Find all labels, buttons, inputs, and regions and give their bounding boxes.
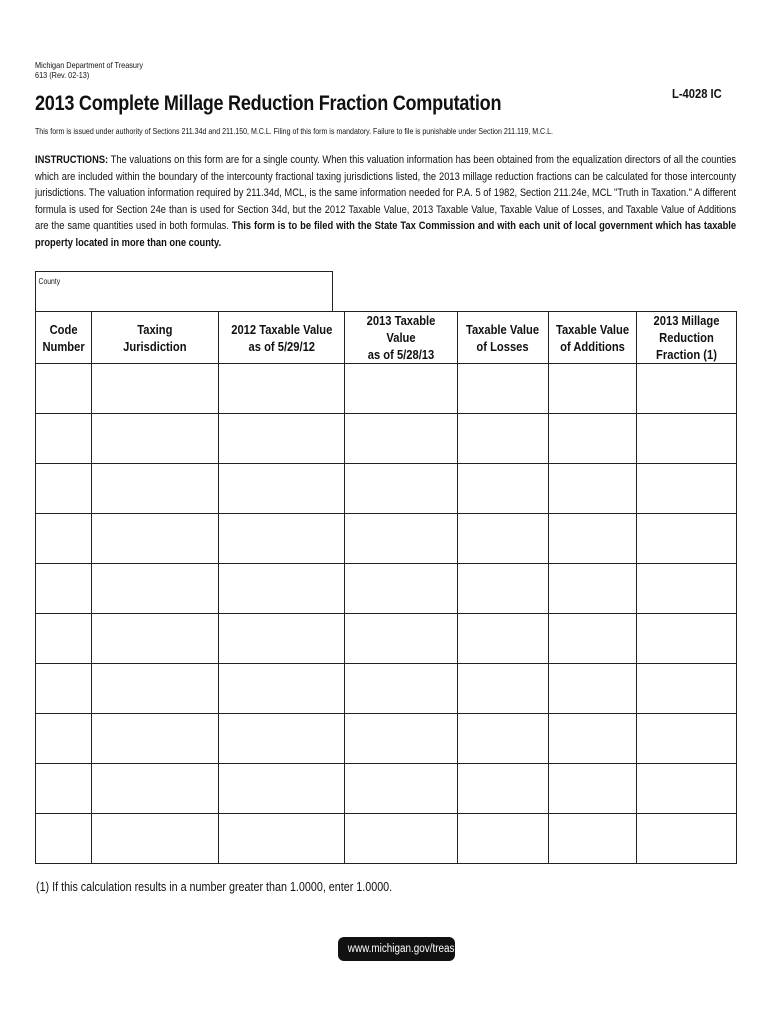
- table-row: [36, 614, 737, 664]
- 2012-taxable-value-cell[interactable]: [219, 714, 345, 764]
- code-number-cell[interactable]: [36, 664, 92, 714]
- code-number-cell[interactable]: [36, 464, 92, 514]
- column-header-millage-reduction-fraction: 2013 Millage Reduction Fraction (1): [637, 312, 737, 364]
- column-header-taxing-jurisdiction: Taxing Jurisdiction: [92, 312, 219, 364]
- taxable-value-additions-cell[interactable]: [549, 464, 637, 514]
- taxable-value-additions-cell[interactable]: [549, 364, 637, 414]
- column-header-2013-taxable-value: 2013 Taxable Value as of 5/28/13: [345, 312, 458, 364]
- 2012-taxable-value-cell[interactable]: [219, 814, 345, 864]
- taxable-value-additions-cell[interactable]: [549, 414, 637, 464]
- millage-reduction-fraction-cell[interactable]: [637, 364, 737, 414]
- taxing-jurisdiction-cell[interactable]: [92, 564, 219, 614]
- 2013-taxable-value-cell[interactable]: [345, 764, 458, 814]
- 2012-taxable-value-cell[interactable]: [219, 514, 345, 564]
- 2013-taxable-value-cell[interactable]: [345, 814, 458, 864]
- 2012-taxable-value-cell[interactable]: [219, 764, 345, 814]
- footnote: (1) If this calculation results in a number greater than 1.0000, enter 1.0000.: [36, 880, 393, 894]
- code-number-cell[interactable]: [36, 614, 92, 664]
- table-row: [36, 414, 737, 464]
- code-number-cell[interactable]: [36, 514, 92, 564]
- code-number-cell[interactable]: [36, 364, 92, 414]
- instructions-label: INSTRUCTIONS:: [35, 154, 109, 166]
- 2012-taxable-value-cell[interactable]: [219, 464, 345, 514]
- 2013-taxable-value-cell[interactable]: [345, 414, 458, 464]
- table-header-row: [36, 312, 737, 364]
- 2013-taxable-value-cell[interactable]: [345, 714, 458, 764]
- taxable-value-additions-cell[interactable]: [549, 514, 637, 564]
- form-revision: 613 (Rev. 02-13): [35, 70, 90, 80]
- taxing-jurisdiction-cell[interactable]: [92, 364, 219, 414]
- agency-name: Michigan Department of Treasury: [35, 60, 144, 70]
- 2013-taxable-value-cell[interactable]: [345, 614, 458, 664]
- instructions-body: The valuations on this form are for a single county. When this valuation information has been obtained from the equalization directors of all the counties which are included within the boundary of the intercounty fractional taxing jurisdictions listed, the 2013 millage reduction fractions can be calculated for those intercounty jurisdictions. The valuation information required by 211.34d, MCL, is the same information needed for P.A. 5 of 1982, Section 211.24e, MCL "Truth in Taxation." A different formula is used for Section 24e than is used for Section 34d, but the 2012 Taxable Value, 2013 Taxable Value, Taxable Value of Losses, and Taxable Value of Additions are the same quantities used in both formulas.: [35, 154, 737, 232]
- millage-reduction-fraction-cell[interactable]: [637, 564, 737, 614]
- 2013-taxable-value-cell[interactable]: [345, 514, 458, 564]
- website-url: www.michigan.gov/treasury: [347, 943, 469, 955]
- millage-reduction-fraction-cell[interactable]: [637, 664, 737, 714]
- table-row: [36, 514, 737, 564]
- taxable-value-additions-cell[interactable]: [549, 814, 637, 864]
- taxing-jurisdiction-cell[interactable]: [92, 764, 219, 814]
- column-header-taxable-value-losses: Taxable Value of Losses: [458, 312, 549, 364]
- millage-reduction-fraction-cell[interactable]: [637, 714, 737, 764]
- taxable-value-additions-cell[interactable]: [549, 564, 637, 614]
- taxable-value-losses-cell[interactable]: [458, 514, 549, 564]
- valuation-table: [35, 311, 737, 864]
- instructions-paragraph: [35, 152, 736, 251]
- millage-reduction-fraction-cell[interactable]: [637, 514, 737, 564]
- taxable-value-losses-cell[interactable]: [458, 814, 549, 864]
- table-row: [36, 464, 737, 514]
- taxable-value-losses-cell[interactable]: [458, 764, 549, 814]
- code-number-cell[interactable]: [36, 414, 92, 464]
- millage-reduction-fraction-cell[interactable]: [637, 414, 737, 464]
- millage-reduction-fraction-cell[interactable]: [637, 464, 737, 514]
- taxable-value-losses-cell[interactable]: [458, 614, 549, 664]
- taxable-value-additions-cell[interactable]: [549, 764, 637, 814]
- table-row: [36, 714, 737, 764]
- table-row: [36, 364, 737, 414]
- taxing-jurisdiction-cell[interactable]: [92, 664, 219, 714]
- 2013-taxable-value-cell[interactable]: [345, 664, 458, 714]
- millage-reduction-fraction-cell[interactable]: [637, 614, 737, 664]
- table-row: [36, 664, 737, 714]
- 2013-taxable-value-cell[interactable]: [345, 364, 458, 414]
- website-link[interactable]: [338, 937, 469, 961]
- taxing-jurisdiction-cell[interactable]: [92, 714, 219, 764]
- page-title: 2013 Complete Millage Reduction Fraction Computation: [35, 92, 502, 115]
- table-row: [36, 564, 737, 614]
- taxable-value-losses-cell[interactable]: [458, 714, 549, 764]
- table-row: [36, 764, 737, 814]
- 2012-taxable-value-cell[interactable]: [219, 414, 345, 464]
- taxable-value-losses-cell[interactable]: [458, 464, 549, 514]
- taxing-jurisdiction-cell[interactable]: [92, 414, 219, 464]
- column-header-taxable-value-additions: Taxable Value of Additions: [549, 312, 637, 364]
- instructions-emphasis: This form is to be filed with the State Tax Commission and with each unit of local government which has taxable property located in more than one county.: [35, 220, 737, 249]
- taxing-jurisdiction-cell[interactable]: [92, 614, 219, 664]
- taxable-value-losses-cell[interactable]: [458, 364, 549, 414]
- code-number-cell[interactable]: [36, 764, 92, 814]
- taxable-value-losses-cell[interactable]: [458, 564, 549, 614]
- column-header-2012-taxable-value: 2012 Taxable Value as of 5/29/12: [219, 312, 345, 364]
- taxing-jurisdiction-cell[interactable]: [92, 464, 219, 514]
- millage-reduction-fraction-cell[interactable]: [637, 814, 737, 864]
- taxing-jurisdiction-cell[interactable]: [92, 814, 219, 864]
- table-row: [36, 814, 737, 864]
- code-number-cell[interactable]: [36, 714, 92, 764]
- column-header-code-number: Code Number: [36, 312, 92, 364]
- taxable-value-losses-cell[interactable]: [458, 664, 549, 714]
- 2012-taxable-value-cell[interactable]: [219, 664, 345, 714]
- code-number-cell[interactable]: [36, 564, 92, 614]
- form-header-agency: [35, 60, 143, 80]
- 2012-taxable-value-cell[interactable]: [219, 364, 345, 414]
- taxable-value-additions-cell[interactable]: [549, 664, 637, 714]
- 2012-taxable-value-cell[interactable]: [219, 564, 345, 614]
- 2013-taxable-value-cell[interactable]: [345, 464, 458, 514]
- authority-statement: This form is issued under authority of Sections 211.34d and 211.150, M.C.L. Filing of this form is mandatory. Failure to file is punishable under Section 211.119, M.C.L.: [35, 126, 553, 136]
- taxable-value-additions-cell[interactable]: [549, 614, 637, 664]
- code-number-cell[interactable]: [36, 814, 92, 864]
- table-body: [36, 364, 737, 864]
- 2013-taxable-value-cell[interactable]: [345, 564, 458, 614]
- taxable-value-additions-cell[interactable]: [549, 714, 637, 764]
- county-field[interactable]: [35, 271, 333, 311]
- taxing-jurisdiction-cell[interactable]: [92, 514, 219, 564]
- 2012-taxable-value-cell[interactable]: [219, 614, 345, 664]
- millage-reduction-fraction-cell[interactable]: [637, 764, 737, 814]
- form-number: L-4028 IC: [672, 86, 722, 101]
- county-label: County: [38, 277, 61, 286]
- taxable-value-losses-cell[interactable]: [458, 414, 549, 464]
